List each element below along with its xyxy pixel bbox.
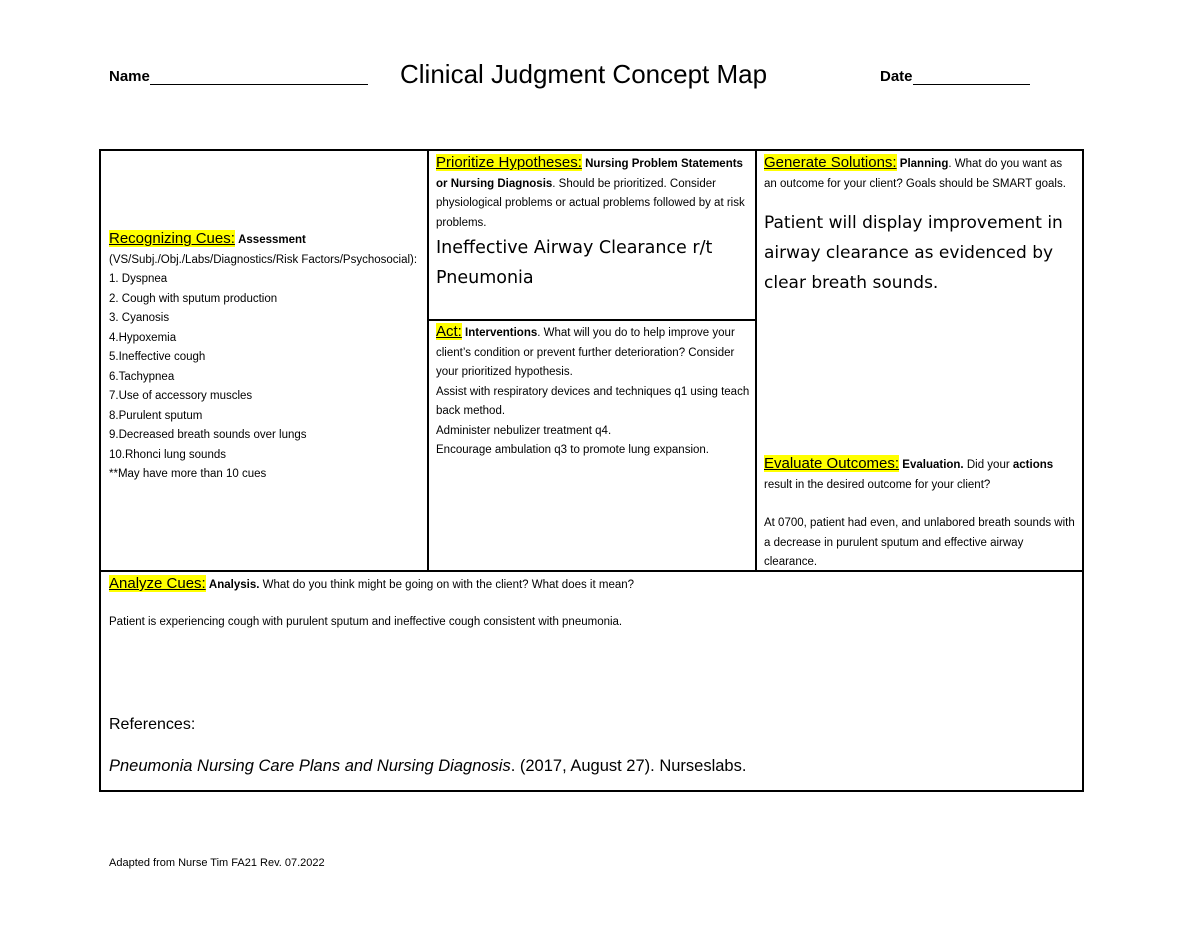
act-section	[436, 322, 750, 461]
generate-solutions-section	[764, 153, 1078, 298]
analyze-cues-heading: Analyze Cues:	[109, 575, 206, 592]
intervention-item: Encourage ambulation q3 to promote lung expansion.	[436, 444, 709, 456]
footer-note: Adapted from Nurse Tim FA21 Rev. 07.2022	[109, 857, 325, 869]
list-item: 3. Cyanosis	[109, 312, 170, 324]
prioritize-hypotheses-heading: Prioritize Hypotheses:	[436, 154, 582, 171]
date-field	[880, 68, 1030, 85]
list-item: **May have more than 10 cues	[109, 468, 267, 480]
page-title: Clinical Judgment Concept Map	[400, 59, 768, 89]
generate-solutions-description: . What do you want as an outcome for your client? Goals should be SMART goals.	[764, 158, 1066, 190]
name-field	[109, 68, 368, 85]
name-blank-line	[150, 70, 368, 85]
list-item: 9.Decreased breath sounds over lungs	[109, 429, 307, 441]
divider	[428, 319, 756, 321]
evaluate-outcomes-subheading: Evaluation.	[902, 459, 964, 471]
list-item: 7.Use of accessory muscles	[109, 390, 253, 402]
reference-title: Pneumonia Nursing Care Plans and Nursing Diagnosis	[109, 756, 511, 775]
list-item: 6.Tachypnea	[109, 370, 175, 383]
references-heading: References:	[109, 716, 196, 733]
evaluate-outcomes-description-end: result in the desired outcome for your client?	[764, 478, 991, 491]
name-label: Name	[109, 68, 150, 85]
recognizing-cues-subheading: Assessment	[238, 234, 306, 246]
list-item: 8.Purulent sputum	[109, 409, 203, 422]
analyze-cues-answer: Patient is experiencing cough with purulent sputum and ineffective cough consistent with pneumonia.	[109, 615, 623, 628]
intervention-item: Administer nebulizer treatment q4.	[436, 424, 612, 437]
divider	[427, 151, 429, 571]
evaluate-outcomes-actions-word: actions	[1012, 459, 1054, 471]
concept-map-grid	[99, 149, 1084, 792]
evaluate-outcomes-answer: At 0700, patient had even, and unlabored breath sounds with a decrease in purulent sputum and effective airway clearance.	[764, 517, 1075, 568]
evaluate-outcomes-section	[764, 454, 1078, 573]
generate-solutions-subheading: Planning	[899, 158, 949, 170]
evaluate-outcomes-description: Did your	[966, 459, 1010, 471]
date-label: Date	[880, 68, 913, 85]
reference-details: . (2017, August 27). Nurseslabs.	[510, 756, 747, 775]
act-subheading: Interventions	[465, 327, 538, 339]
analyze-cues-description: What do you think might be going on with the client? What does it mean?	[262, 579, 635, 591]
generate-solutions-heading: Generate Solutions:	[764, 154, 897, 171]
list-item: 5.Ineffective cough	[109, 351, 206, 363]
analyze-cues-section	[109, 574, 1074, 632]
cues-list	[109, 270, 421, 485]
prioritize-hypotheses-description: . Should be prioritized. Consider physiological problems or actual problems followed by at risk problems.	[436, 177, 745, 229]
list-item: 10.Rhonci lung sounds	[109, 448, 226, 461]
generate-solutions-answer: Patient will display improvement in airway clearance as evidenced by clear breath sounds.	[764, 213, 1063, 293]
divider	[755, 151, 757, 571]
prioritize-hypotheses-subheading: Nursing Problem Statements or Nursing Diagnosis	[436, 158, 743, 190]
intervention-item: Assist with respiratory devices and techniques q1 using teach back method.	[436, 385, 750, 417]
analyze-cues-subheading: Analysis.	[208, 579, 260, 591]
list-item: 2. Cough with sputum production	[109, 292, 278, 305]
evaluate-outcomes-heading: Evaluate Outcomes:	[764, 455, 900, 472]
references-section	[109, 715, 1074, 776]
act-description: . What will you do to help improve your client’s condition or prevent further deterioration? Consider your prioritized hypothesis.	[436, 327, 735, 378]
act-heading: Act:	[436, 323, 462, 340]
reference-entry	[109, 757, 1074, 777]
prioritize-hypotheses-answer: Ineffective Airway Clearance r/t Pneumonia	[436, 238, 713, 288]
list-item: 4.Hypoxemia	[109, 331, 177, 344]
recognizing-cues-section	[109, 229, 421, 485]
date-blank-line	[913, 70, 1030, 85]
recognizing-cues-heading: Recognizing Cues:	[109, 230, 235, 247]
list-item: 1. Dyspnea	[109, 273, 168, 285]
recognizing-cues-description: (VS/Subj./Obj./Labs/Diagnostics/Risk Factors/Psychosocial):	[109, 253, 418, 266]
prioritize-hypotheses-section	[436, 153, 750, 293]
